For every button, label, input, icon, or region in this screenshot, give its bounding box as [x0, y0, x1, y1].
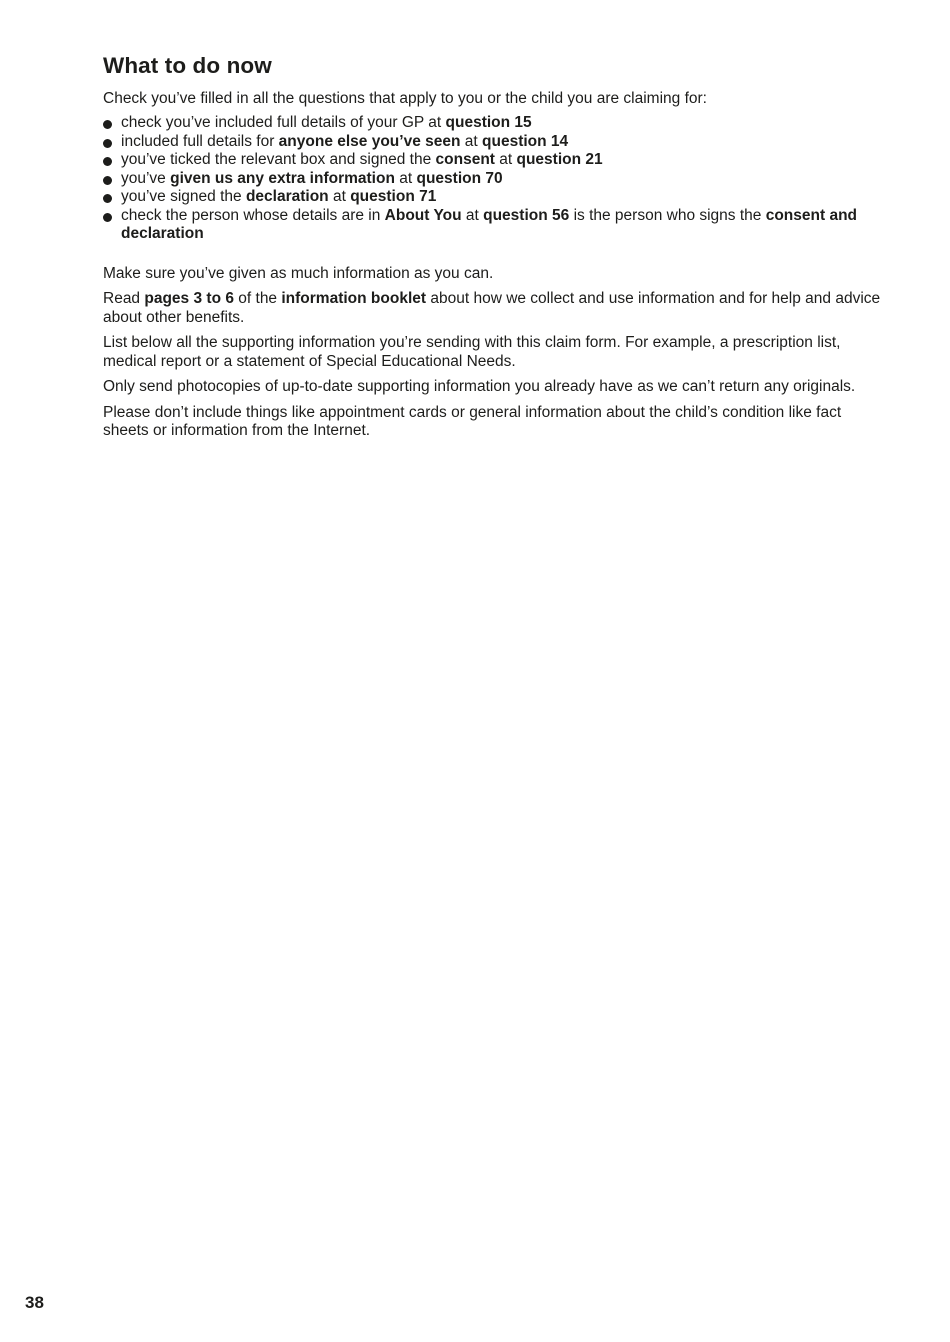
paragraph-emphasis: information booklet — [281, 290, 427, 307]
checklist-text: included full details for — [121, 132, 279, 150]
paragraph-text: of the — [233, 290, 282, 307]
checklist-item-about-you — [103, 207, 883, 244]
bullet-icon — [103, 120, 112, 129]
checklist-text: you’ve ticked the relevant box and signed the — [121, 151, 436, 168]
page-content — [103, 50, 883, 441]
checklist-text: check the person whose details are in — [121, 206, 385, 224]
bullet-icon — [103, 213, 112, 222]
checklist-text: at — [494, 151, 517, 168]
checklist-item-extra-info — [103, 170, 883, 189]
checklist-text: at — [460, 132, 483, 150]
checklist-item-anyone-else — [103, 133, 883, 152]
checklist-emphasis: anyone else you’ve seen — [278, 132, 461, 150]
checklist-item-consent — [103, 151, 883, 170]
bullet-icon — [103, 139, 112, 148]
paragraph-emphasis: pages 3 to 6 — [144, 290, 234, 307]
checklist-item-declaration — [103, 188, 883, 207]
paragraph-text: Read — [103, 290, 145, 307]
checklist-text: is the person who signs the — [569, 206, 766, 224]
make-sure-paragraph: Make sure you’ve given as much information as you can. — [103, 264, 494, 282]
dont-include-paragraph: Please don’t include things like appointment cards or general information about the child’s condition like fact sheets or information from the Internet. — [103, 403, 842, 439]
checklist-emphasis: question 56 — [483, 206, 570, 224]
checklist-emphasis: question 14 — [482, 132, 569, 150]
checklist-text: you’ve signed the — [121, 188, 246, 205]
checklist-text: at — [394, 169, 417, 187]
checklist — [103, 114, 883, 244]
checklist-emphasis: About You — [384, 206, 462, 224]
bullet-icon — [103, 176, 112, 185]
page-title: What to do now — [103, 53, 272, 78]
checklist-text: check you’ve included full details of your GP at — [121, 114, 446, 131]
checklist-item-gp — [103, 114, 883, 133]
checklist-emphasis: consent and declaration — [121, 206, 858, 242]
checklist-emphasis: question 21 — [516, 151, 603, 168]
checklist-emphasis: question 15 — [445, 114, 532, 131]
checklist-emphasis: consent — [435, 151, 495, 168]
supporting-info-paragraph: List below all the supporting information you’re sending with this claim form. For example, a prescription list, medical report or a statement of Special Educational Needs. — [103, 334, 841, 370]
checklist-emphasis: question 70 — [416, 169, 503, 187]
read-booklet-paragraph — [103, 290, 883, 327]
paragraph-text: about how we collect and use information and for help and advice about other benefits. — [103, 290, 881, 326]
checklist-text: you’ve — [121, 169, 171, 187]
photocopies-paragraph: Only send photocopies of up-to-date supporting information you already have as we can’t return any originals. — [103, 378, 856, 395]
intro-text: Check you’ve filled in all the questions that apply to you or the child you are claiming for: — [103, 90, 707, 107]
checklist-text: at — [461, 206, 484, 224]
checklist-emphasis: declaration — [245, 188, 329, 205]
checklist-emphasis: given us any extra information — [170, 169, 395, 187]
page-number: 38 — [25, 1293, 44, 1312]
checklist-text: at — [328, 188, 351, 205]
bullet-icon — [103, 157, 112, 166]
bullet-icon — [103, 194, 112, 203]
checklist-emphasis: question 71 — [350, 188, 437, 205]
